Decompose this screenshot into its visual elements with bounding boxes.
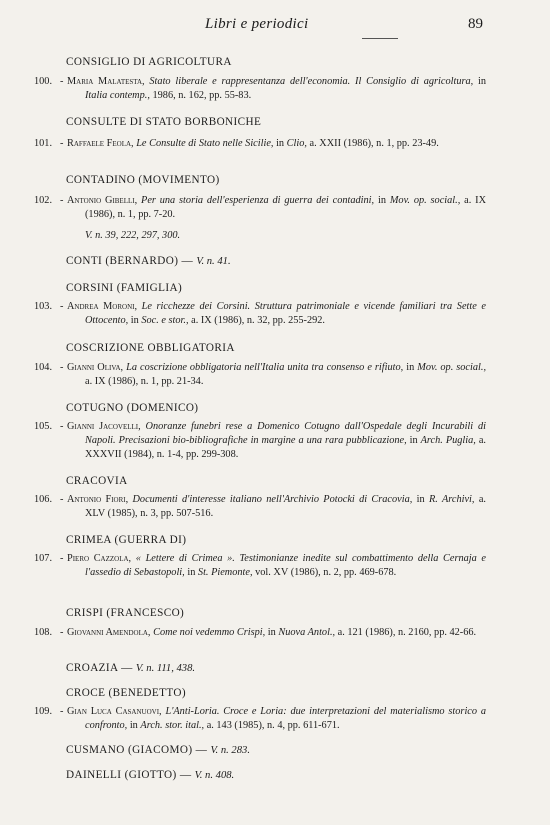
entry-details: a. XXXVII (1984), n. 1-4, pp. 299-308.: [85, 435, 486, 460]
entry-title: Per una storia dell'esperienza di guerra dei contadini,: [141, 195, 375, 206]
heading-text: DAINELLI (GIOTTO) —: [66, 769, 192, 781]
heading-text: COSCRIZIONE OBBLIGATORIA: [66, 342, 235, 354]
section-heading: [66, 115, 518, 129]
section-heading: [66, 606, 518, 620]
entry-details: 1986, n. 162, pp. 55-83.: [152, 90, 252, 101]
entry-author: Piero Cazzola,: [67, 553, 132, 564]
entry-title: Le Consulte di Stato nelle Sicilie,: [136, 138, 274, 149]
page-number: 89: [468, 16, 483, 32]
entry-number: 109.: [34, 706, 53, 717]
entry-details: a. 143 (1985), n. 4, pp. 611-671.: [206, 720, 340, 731]
cross-reference-text: V. n. 39, 222, 297, 300.: [85, 230, 181, 241]
entry-body: Antonio Gibelli, Per una storia dell'esperienza di guerra dei contadini, in Mov. op. social., a. IX (1986), n. 1, pp. 7-20.: [67, 195, 487, 220]
entry-author: Antonio Gibelli,: [67, 195, 138, 206]
entry-number: 105.: [34, 421, 53, 432]
entry-title: « Lettere di Crimea ». Testimonianze inedite sul combattimento della Cernaja e l'assedio di Sebastopoli,: [85, 553, 486, 578]
entry-number: 102.: [34, 195, 53, 206]
entry-details: vol. XV (1986), n. 2, pp. 469-678.: [255, 567, 397, 578]
section-heading: [66, 533, 518, 547]
entry-author: Gian Luca Casanuovi,: [67, 706, 162, 717]
entry-number: 101.: [34, 138, 53, 149]
cross-reference: [85, 229, 537, 243]
entry-author: Gianni Oliva,: [67, 362, 124, 373]
entry-journal: Clio,: [286, 138, 307, 149]
entry-journal: R. Archivi,: [428, 494, 475, 505]
entry-author: Raffaele Feola,: [67, 138, 134, 149]
section-heading: [66, 743, 518, 758]
entry-author: Gianni Jacovelli,: [67, 421, 141, 432]
entry-title: Documenti d'interesse italiano nell'Archivio Potocki di Cracovia,: [132, 494, 413, 505]
entry-dash: -: [60, 553, 64, 564]
entry-number: 103.: [34, 301, 53, 312]
heading-text: CROAZIA —: [66, 662, 133, 674]
entry-title: Le ricchezze dei Corsini. Struttura patrimoniale e vicende familiari tra Sette e Ottocento,: [85, 301, 486, 326]
section-heading: [66, 768, 518, 783]
section-heading: [66, 55, 518, 69]
heading-text: COTUGNO (DOMENICO): [66, 402, 199, 414]
bibliography-entry: [34, 361, 486, 389]
bibliography-entry: [34, 300, 486, 328]
heading-text: CONTI (BERNARDO) —: [66, 255, 194, 267]
section-heading: [66, 686, 518, 700]
entry-title: La coscrizione obbligatoria nell'Italia unita tra consenso e rifiuto,: [126, 362, 404, 373]
heading-cross-reference: V. n. 111, 438.: [135, 663, 196, 674]
entry-number: 107.: [34, 553, 53, 564]
section-heading: [66, 173, 518, 187]
heading-cross-reference: V. n. 408.: [194, 770, 235, 781]
section-heading: [66, 341, 518, 355]
entry-journal: Arch. Puglia,: [420, 435, 476, 446]
entry-number: 106.: [34, 494, 53, 505]
entry-dash: -: [60, 627, 64, 638]
entry-dash: -: [60, 138, 64, 149]
bibliography-entry: [34, 626, 486, 640]
heading-text: CONSULTE DI STATO BORBONICHE: [66, 116, 262, 128]
entry-body: Gianni Jacovelli, Onoranze funebri rese a Domenico Cotugno dall'Ospedale degli Incurabili di Napoli. Precisazioni bio-bibliografiche in margine a una rara pubblicazione, in Arch. Puglia, a. XXXVII (1984), n. 1-4, pp. 299-308.: [67, 421, 486, 460]
entry-author: Antonio Fiori,: [67, 494, 129, 505]
entry-journal: Mov. op. social.,: [417, 362, 487, 373]
entry-details: a. XXII (1986), n. 1, pp. 23-49.: [309, 138, 439, 149]
entry-author: Andrea Moroni,: [67, 301, 138, 312]
section-heading: [66, 281, 518, 295]
heading-text: CUSMANO (GIACOMO) —: [66, 744, 208, 756]
entry-title: Stato liberale e rappresentanza dell'economia. Il Consiglio di agricoltura,: [149, 76, 474, 87]
entry-journal: Italia contemp.,: [85, 90, 150, 101]
entry-dash: -: [60, 421, 64, 432]
entry-details: a. IX (1986), n. 1, pp. 7-20.: [85, 195, 487, 220]
heading-text: CORSINI (FAMIGLIA): [66, 282, 183, 294]
entry-journal: Nuova Antol.,: [278, 627, 336, 638]
heading-cross-reference: V. n. 283.: [210, 745, 250, 756]
bibliography-entry: [34, 194, 486, 222]
entry-title: L'Anti-Loria. Croce e Loria: due interpretazioni del materialismo storico a confronto,: [85, 706, 487, 731]
entry-dash: -: [60, 195, 64, 206]
entry-dash: -: [60, 362, 64, 373]
bibliography-entry: [34, 75, 486, 103]
heading-text: CROCE (BENEDETTO): [66, 687, 187, 699]
entry-details: a. IX (1986), n. 32, pp. 255-292.: [191, 315, 325, 326]
entry-body: Andrea Moroni, Le ricchezze dei Corsini. Struttura patrimoniale e vicende familiari tra Sette e Ottocento, in Soc. e stor., a. IX (1986), n. 32, pp. 255-292.: [67, 301, 486, 326]
entry-dash: -: [60, 706, 64, 717]
entry-dash: -: [60, 301, 64, 312]
entry-journal: Mov. op. social.,: [389, 195, 461, 206]
page-header: [0, 16, 550, 38]
entry-number: 104.: [34, 362, 53, 373]
section-heading: [66, 661, 518, 676]
bibliography-entry: [34, 493, 486, 521]
entry-body: Maria Malatesta, Stato liberale e rappresentanza dell'economia. Il Consiglio di agricoltura, in Italia contemp., 1986, n. 162, pp. 55-83.: [67, 76, 487, 101]
entry-body: Gianni Oliva, La coscrizione obbligatoria nell'Italia unita tra consenso e rifiuto, in Mov. op. social., a. IX (1986), n. 1, pp. 21-34.: [67, 362, 487, 387]
heading-text: CRISPI (FRANCESCO): [66, 607, 185, 619]
entry-dash: -: [60, 494, 64, 505]
heading-text: CRIMEA (GUERRA DI): [66, 534, 187, 546]
entry-details: a. 121 (1986), n. 2160, pp. 42-66.: [337, 627, 477, 638]
entry-number: 100.: [34, 76, 53, 87]
entry-journal: Arch. stor. ital.,: [140, 720, 205, 731]
bibliography-entry: [34, 705, 486, 733]
entry-journal: St. Piemonte,: [197, 567, 253, 578]
entry-body: Giovanni Amendola, Come noi vedemmo Crispi, in Nuova Antol., a. 121 (1986), n. 2160, pp. 42-66.: [67, 627, 477, 638]
entry-body: Raffaele Feola, Le Consulte di Stato nelle Sicilie, in Clio, a. XXII (1986), n. 1, pp. 23-49.: [67, 138, 439, 149]
entry-number: 108.: [34, 627, 53, 638]
entry-body: Gian Luca Casanuovi, L'Anti-Loria. Croce e Loria: due interpretazioni del materialismo storico a confronto, in Arch. stor. ital., a. 143 (1985), n. 4, pp. 611-671.: [67, 706, 487, 731]
entry-author: Giovanni Amendola,: [67, 627, 151, 638]
heading-cross-reference: V. n. 41.: [196, 256, 231, 267]
entry-title: Onoranze funebri rese a Domenico Cotugno dall'Ospedale degli Incurabili di Napoli. Precisazioni bio-bibliografiche in margine a una rara pubblicazione,: [85, 421, 486, 446]
entry-body: Piero Cazzola, « Lettere di Crimea ». Testimonianze inedite sul combattimento della Cernaja e l'assedio di Sebastopoli, in St. Piemonte, vol. XV (1986), n. 2, pp. 469-678.: [67, 553, 486, 578]
entry-details: a. IX (1986), n. 1, pp. 21-34.: [85, 376, 204, 387]
bibliography-entry: [34, 552, 486, 580]
entry-body: Antonio Fiori, Documenti d'interesse italiano nell'Archivio Potocki di Cracovia, in R. Archivi, a. XLV (1985), n. 3, pp. 507-516.: [67, 494, 486, 519]
bibliography-entry: [34, 420, 486, 462]
entry-title: Come noi vedemmo Crispi,: [153, 627, 266, 638]
entry-journal: Soc. e stor.,: [141, 315, 189, 326]
entry-dash: -: [60, 76, 64, 87]
bibliography-entry: [34, 137, 486, 151]
section-heading: [66, 401, 518, 415]
header-rule: [362, 38, 398, 39]
running-title: Libri e periodici: [205, 16, 309, 32]
heading-text: CRACOVIA: [66, 475, 128, 487]
entry-author: Maria Malatesta,: [67, 76, 145, 87]
entry-details: a. XLV (1985), n. 3, pp. 507-516.: [85, 494, 486, 519]
heading-text: CONTADINO (MOVIMENTO): [66, 174, 220, 186]
heading-text: CONSIGLIO DI AGRICOLTURA: [66, 56, 232, 68]
section-heading: [66, 474, 518, 488]
section-heading: [66, 254, 518, 269]
